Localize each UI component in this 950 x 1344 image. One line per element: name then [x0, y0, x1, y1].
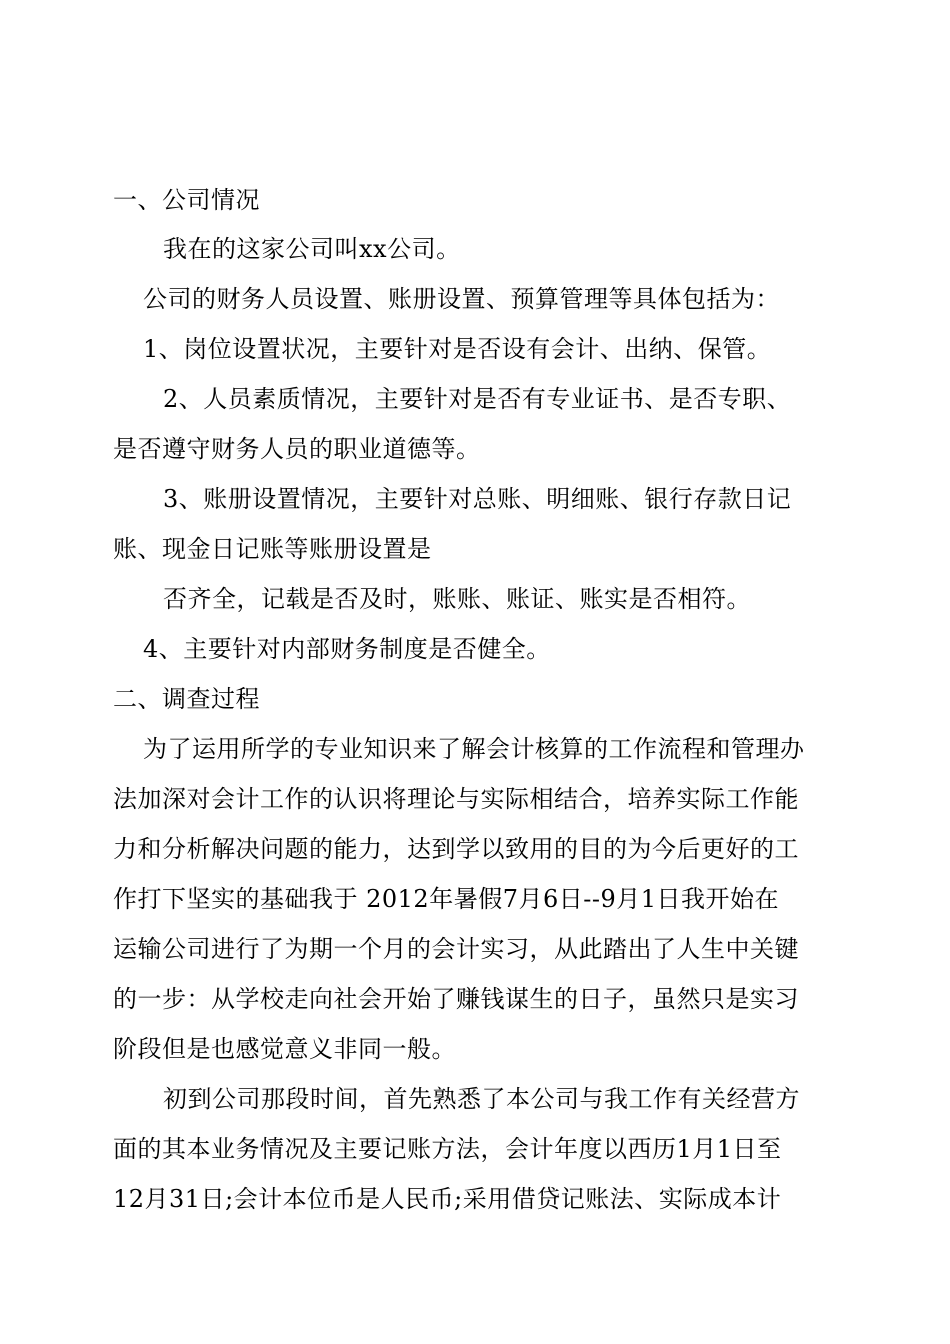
- paragraph-line: 阶段但是也感觉意义非同一般。: [113, 1035, 456, 1063]
- paragraph-line: 法加深对会计工作的认识将理论与实际相结合，培养实际工作能: [113, 785, 799, 813]
- item-4: 4、主要针对内部财务制度是否健全。: [143, 635, 551, 663]
- paragraph-line: 初到公司那段时间，首先熟悉了本公司与我工作有关经营方: [163, 1085, 800, 1113]
- section-heading-investigation: 二、调查过程: [113, 685, 260, 713]
- item-2-line-2: 是否遵守财务人员的职业道德等。: [113, 435, 481, 463]
- setup-intro: 公司的财务人员设置、账册设置、预算管理等具体包括为：: [143, 285, 780, 313]
- item-1: 1、岗位设置状况，主要针对是否设有会计、出纳、保管。: [143, 335, 772, 363]
- paragraph-line: 的一步：从学校走向社会开始了赚钱谋生的日子，虽然只是实习: [113, 985, 799, 1013]
- item-3-line-3: 否齐全，记载是否及时，账账、账证、账实是否相符。: [163, 585, 751, 613]
- company-intro: 我在的这家公司叫xx公司。: [163, 235, 461, 263]
- item-3-line-2: 账、现金日记账等账册设置是: [113, 535, 432, 563]
- paragraph-line: 面的其本业务情况及主要记账方法，会计年度以西历1月1日至: [113, 1135, 782, 1163]
- item-3-line-1: 3、账册设置情况，主要针对总账、明细账、银行存款日记: [163, 485, 792, 513]
- paragraph-line: 12月31日;会计本位币是人民币;采用借贷记账法、实际成本计: [113, 1185, 782, 1213]
- section-heading-company: 一、公司情况: [113, 186, 260, 214]
- paragraph-line: 作打下坚实的基础我于 2012年暑假7月6日--9月1日我开始在: [113, 885, 780, 913]
- item-2-line-1: 2、人员素质情况，主要针对是否有专业证书、是否专职、: [163, 385, 792, 413]
- paragraph-line: 为了运用所学的专业知识来了解会计核算的工作流程和管理办: [143, 735, 805, 763]
- paragraph-line: 力和分析解决问题的能力，达到学以致用的目的为今后更好的工: [113, 835, 799, 863]
- paragraph-line: 运输公司进行了为期一个月的会计实习，从此踏出了人生中关键: [113, 935, 799, 963]
